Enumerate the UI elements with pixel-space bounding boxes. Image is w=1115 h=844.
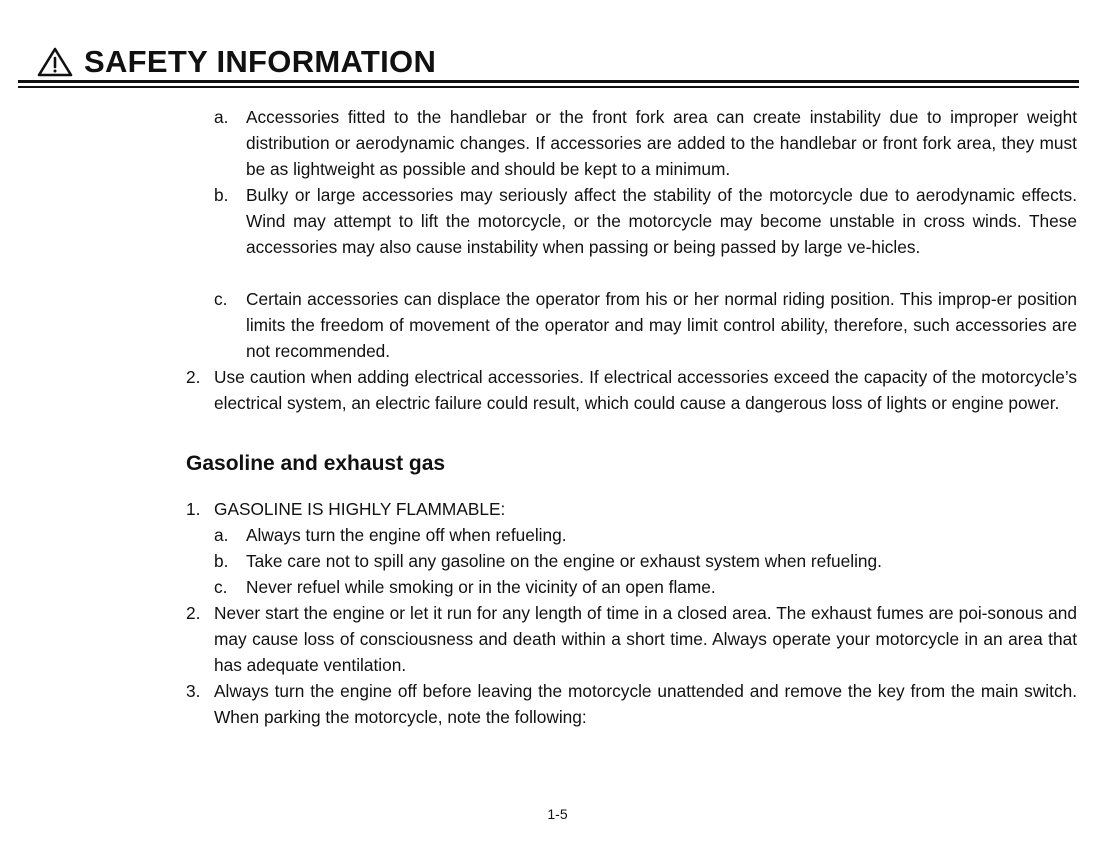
header-rule-thick	[18, 80, 1079, 83]
item-marker: b.	[214, 185, 229, 205]
header-rule-thin	[18, 86, 1079, 88]
list-item	[186, 364, 1077, 416]
item-marker: c.	[214, 289, 228, 309]
page-title: SAFETY INFORMATION	[84, 44, 437, 79]
item-text: Certain accessories can displace the operator from his or her normal riding position. This improp-er position limits the freedom of movement of the operator and may limit control ability, therefore, such accessories are not recommended.	[246, 289, 1077, 361]
item-marker: 1.	[186, 499, 201, 519]
list-item	[214, 286, 1077, 364]
item-text: Always turn the engine off when refueling.	[246, 525, 567, 545]
page-header	[36, 42, 436, 82]
page-number: 1-5	[547, 806, 568, 822]
item-marker: b.	[214, 551, 229, 571]
item-text: Never start the engine or let it run for any length of time in a closed area. The exhaust fumes are poi-sonous and may cause loss of consciousness and death within a short time. Always operate your motorcycle in an area that has adequate ventilation.	[214, 603, 1077, 675]
list-item	[214, 574, 1077, 600]
item-marker: a.	[214, 525, 229, 545]
item-text: Always turn the engine off before leaving the motorcycle unattended and remove the key from the main switch. When parking the motorcycle, note the following:	[214, 681, 1077, 727]
item-text: Take care not to spill any gasoline on the engine or exhaust system when refueling.	[246, 551, 882, 571]
item-marker: 2.	[186, 367, 201, 387]
list-item	[214, 104, 1077, 182]
warning-triangle-icon	[36, 46, 74, 78]
list-item	[186, 600, 1077, 678]
item-marker: 3.	[186, 681, 201, 701]
section-heading: Gasoline and exhaust gas	[186, 452, 446, 475]
item-text: Bulky or large accessories may seriously affect the stability of the motorcycle due to aerodynamic effects. Wind may attempt to lift the motorcycle, or the motorcycle may become unstable in cross winds. These accessories may also cause instability when passing or being passed by large ve-hicles.	[246, 185, 1077, 257]
list-item	[186, 678, 1077, 730]
item-text: Never refuel while smoking or in the vicinity of an open flame.	[246, 577, 716, 597]
item-marker: c.	[214, 577, 228, 597]
list-item	[214, 522, 1077, 548]
list-item	[214, 548, 1077, 574]
item-marker: 2.	[186, 603, 201, 623]
list-item	[214, 182, 1077, 260]
list-item	[186, 496, 1077, 522]
item-marker: a.	[214, 107, 229, 127]
item-text: GASOLINE IS HIGHLY FLAMMABLE:	[214, 499, 506, 519]
item-text: Accessories fitted to the handlebar or the front fork area can create instability due to improper weight distribution or aerodynamic changes. If accessories are added to the handlebar or front fork area, they must be as lightweight as possible and should be kept to a minimum.	[246, 107, 1077, 179]
item-text: Use caution when adding electrical accessories. If electrical accessories exceed the capacity of the motorcycle’s electrical system, an electric failure could result, which could cause a dangerous loss of lights or engine power.	[214, 367, 1077, 413]
